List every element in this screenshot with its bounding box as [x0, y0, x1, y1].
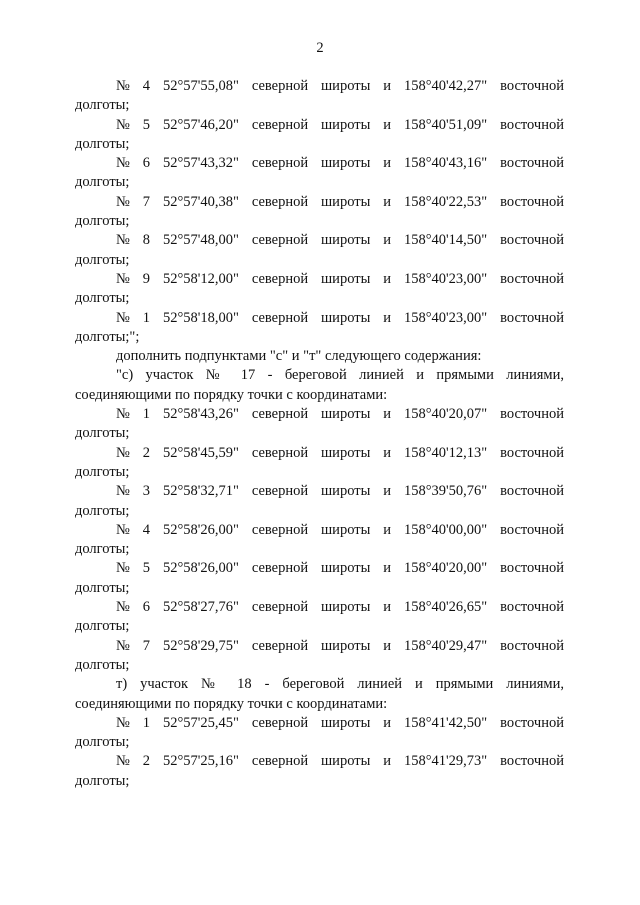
longitude-value: 158°41'42,50"	[403, 714, 488, 731]
latitude-word: широты	[321, 714, 371, 731]
latitude-value: 52°58'18,00"	[162, 309, 239, 326]
latitude-value: 52°57'25,45"	[162, 714, 239, 731]
point-number: 7	[142, 637, 151, 654]
east-word: восточной	[500, 753, 564, 770]
coordinate-row	[75, 714, 564, 733]
east-word: восточной	[500, 116, 564, 133]
longitude-value: 158°39'50,76"	[403, 483, 488, 500]
number-sign: №	[116, 116, 130, 133]
longitude-word-tail: долготы;	[75, 772, 130, 789]
north-word: северной	[251, 753, 309, 770]
east-word: восточной	[500, 78, 564, 94]
section-c-heading-cont: соединяющими по порядку точки с координатами:	[75, 386, 388, 403]
conjunction: и	[383, 232, 392, 249]
point-number: 8	[142, 232, 151, 249]
conjunction: и	[383, 714, 392, 731]
longitude-value: 158°40'29,47"	[403, 637, 488, 654]
latitude-word: широты	[321, 637, 371, 654]
east-word: восточной	[500, 637, 564, 654]
number-sign: №	[116, 406, 130, 423]
longitude-word-tail: долготы;	[75, 290, 130, 307]
coordinate-row	[75, 77, 564, 96]
conjunction: и	[383, 753, 392, 770]
latitude-value: 52°57'25,16"	[162, 753, 239, 770]
number-sign: №	[116, 309, 130, 326]
conjunction: и	[383, 309, 392, 326]
longitude-word-tail: долготы;	[75, 618, 130, 635]
coordinate-row	[75, 444, 564, 463]
point-number: 6	[142, 599, 151, 616]
coordinate-row	[75, 405, 564, 424]
longitude-word-tail: долготы;	[75, 502, 130, 519]
section-t-heading-cont: соединяющими по порядку точки с координатами:	[75, 695, 388, 712]
coordinate-row	[75, 752, 564, 771]
number-sign: №	[116, 599, 130, 616]
east-word: восточной	[500, 521, 564, 538]
number-sign: №	[116, 560, 130, 577]
east-word: восточной	[500, 714, 564, 731]
north-word: северной	[251, 560, 309, 577]
north-word: северной	[251, 116, 309, 133]
latitude-word: широты	[321, 116, 371, 133]
coordinate-row	[75, 521, 564, 540]
longitude-value: 158°40'12,13"	[403, 444, 488, 461]
north-word: северной	[251, 155, 309, 172]
amendment-paragraph: дополнить подпунктами "с" и "т" следующего содержания:	[116, 348, 482, 365]
point-number: 2	[142, 444, 151, 461]
north-word: северной	[251, 193, 309, 210]
north-word: северной	[251, 521, 309, 538]
number-sign: №	[116, 483, 130, 500]
east-word: восточной	[500, 406, 564, 423]
north-word: северной	[251, 637, 309, 654]
number-sign: №	[116, 714, 130, 731]
longitude-value: 158°40'20,07"	[403, 406, 488, 423]
latitude-word: широты	[321, 599, 371, 616]
north-word: северной	[251, 483, 309, 500]
longitude-value: 158°40'26,65"	[403, 599, 488, 616]
conjunction: и	[383, 521, 392, 538]
latitude-value: 52°58'43,26"	[162, 406, 239, 423]
conjunction: и	[383, 193, 392, 210]
north-word: северной	[251, 309, 309, 326]
longitude-word-tail: долготы;	[75, 97, 130, 114]
latitude-value: 52°57'40,38"	[162, 193, 239, 210]
longitude-value: 158°40'20,00"	[403, 560, 488, 577]
coordinate-row	[75, 193, 564, 212]
east-word: восточной	[500, 155, 564, 172]
point-number: 3	[142, 483, 151, 500]
coordinate-row	[75, 231, 564, 250]
longitude-value: 158°40'23,00"	[403, 270, 488, 287]
north-word: северной	[251, 270, 309, 287]
longitude-word-tail: долготы;	[75, 579, 130, 596]
point-number: 4	[142, 78, 151, 94]
latitude-value: 52°58'12,00"	[162, 270, 239, 287]
section-c-heading: "с) участок № 17 - береговой линией и прямыми линиями,	[116, 367, 564, 384]
point-number: 4	[142, 521, 151, 538]
north-word: северной	[251, 444, 309, 461]
east-word: восточной	[500, 270, 564, 287]
longitude-value: 158°40'51,09"	[403, 116, 488, 133]
longitude-word-tail: долготы;	[75, 656, 130, 673]
east-word: восточной	[500, 444, 564, 461]
number-sign: №	[116, 521, 130, 538]
latitude-value: 52°58'26,00"	[162, 560, 239, 577]
latitude-word: широты	[321, 309, 371, 326]
east-word: восточной	[500, 599, 564, 616]
longitude-word-tail: долготы;	[75, 425, 130, 442]
longitude-value: 158°40'42,27"	[403, 78, 488, 94]
longitude-value: 158°40'43,16"	[403, 155, 488, 172]
point-number: 1	[142, 309, 151, 326]
point-number: 1	[142, 406, 151, 423]
coordinate-row	[75, 309, 564, 328]
north-word: северной	[251, 78, 309, 94]
point-number: 2	[142, 753, 151, 770]
latitude-word: широты	[321, 270, 371, 287]
latitude-word: широты	[321, 232, 371, 249]
coordinate-row	[75, 270, 564, 289]
east-word: восточной	[500, 232, 564, 249]
latitude-value: 52°58'26,00"	[162, 521, 239, 538]
number-sign: №	[116, 444, 130, 461]
latitude-value: 52°58'29,75"	[162, 637, 239, 654]
north-word: северной	[251, 714, 309, 731]
longitude-word-tail: долготы;	[75, 213, 130, 230]
conjunction: и	[383, 560, 392, 577]
conjunction: и	[383, 599, 392, 616]
conjunction: и	[383, 444, 392, 461]
point-number: 7	[142, 193, 151, 210]
latitude-value: 52°57'46,20"	[162, 116, 239, 133]
number-sign: №	[116, 270, 130, 287]
section-t-heading: т) участок № 18 - береговой линией и прямыми линиями,	[116, 676, 564, 693]
coordinates-block-1	[75, 77, 564, 347]
longitude-value: 158°41'29,73"	[403, 753, 488, 770]
conjunction: и	[383, 78, 392, 94]
latitude-word: широты	[321, 78, 371, 94]
point-number: 9	[142, 270, 151, 287]
point-number: 6	[142, 155, 151, 172]
longitude-word-tail: долготы;	[75, 541, 130, 558]
conjunction: и	[383, 270, 392, 287]
east-word: восточной	[500, 560, 564, 577]
coordinate-row	[75, 154, 564, 173]
latitude-value: 52°57'55,08"	[162, 78, 239, 94]
coordinates-block-section-c	[75, 405, 564, 675]
conjunction: и	[383, 116, 392, 133]
point-number: 1	[142, 714, 151, 731]
east-word: восточной	[500, 483, 564, 500]
conjunction: и	[383, 155, 392, 172]
latitude-value: 52°58'27,76"	[162, 599, 239, 616]
longitude-value: 158°40'00,00"	[403, 521, 488, 538]
conjunction: и	[383, 406, 392, 423]
number-sign: №	[116, 78, 130, 94]
east-word: восточной	[500, 193, 564, 210]
coordinate-row	[75, 637, 564, 656]
longitude-value: 158°40'14,50"	[403, 232, 488, 249]
coordinate-row	[75, 559, 564, 578]
latitude-value: 52°57'48,00"	[162, 232, 239, 249]
coordinate-row	[75, 598, 564, 617]
number-sign: №	[116, 155, 130, 172]
latitude-word: широты	[321, 406, 371, 423]
longitude-word-tail: долготы;	[75, 135, 130, 152]
latitude-word: широты	[321, 193, 371, 210]
document-body	[75, 77, 564, 791]
number-sign: №	[116, 753, 130, 770]
point-number: 5	[142, 560, 151, 577]
coordinate-row	[75, 116, 564, 135]
north-word: северной	[251, 599, 309, 616]
longitude-word-tail: долготы;	[75, 734, 130, 751]
conjunction: и	[383, 637, 392, 654]
longitude-word-tail: долготы;	[75, 251, 130, 268]
longitude-value: 158°40'23,00"	[403, 309, 488, 326]
page-number: 2	[316, 40, 324, 56]
longitude-word-tail: долготы;";	[75, 328, 140, 345]
latitude-value: 52°57'43,32"	[162, 155, 239, 172]
point-number: 5	[142, 116, 151, 133]
latitude-word: широты	[321, 560, 371, 577]
longitude-value: 158°40'22,53"	[403, 193, 488, 210]
latitude-word: широты	[321, 521, 371, 538]
coordinate-row	[75, 482, 564, 501]
number-sign: №	[116, 637, 130, 654]
latitude-word: широты	[321, 483, 371, 500]
latitude-word: широты	[321, 753, 371, 770]
longitude-word-tail: долготы;	[75, 174, 130, 191]
conjunction: и	[383, 483, 392, 500]
number-sign: №	[116, 193, 130, 210]
latitude-value: 52°58'32,71"	[162, 483, 239, 500]
latitude-word: широты	[321, 155, 371, 172]
east-word: восточной	[500, 309, 564, 326]
latitude-word: широты	[321, 444, 371, 461]
coordinates-block-section-t	[75, 714, 564, 791]
latitude-value: 52°58'45,59"	[162, 444, 239, 461]
number-sign: №	[116, 232, 130, 249]
north-word: северной	[251, 232, 309, 249]
north-word: северной	[251, 406, 309, 423]
longitude-word-tail: долготы;	[75, 463, 130, 480]
